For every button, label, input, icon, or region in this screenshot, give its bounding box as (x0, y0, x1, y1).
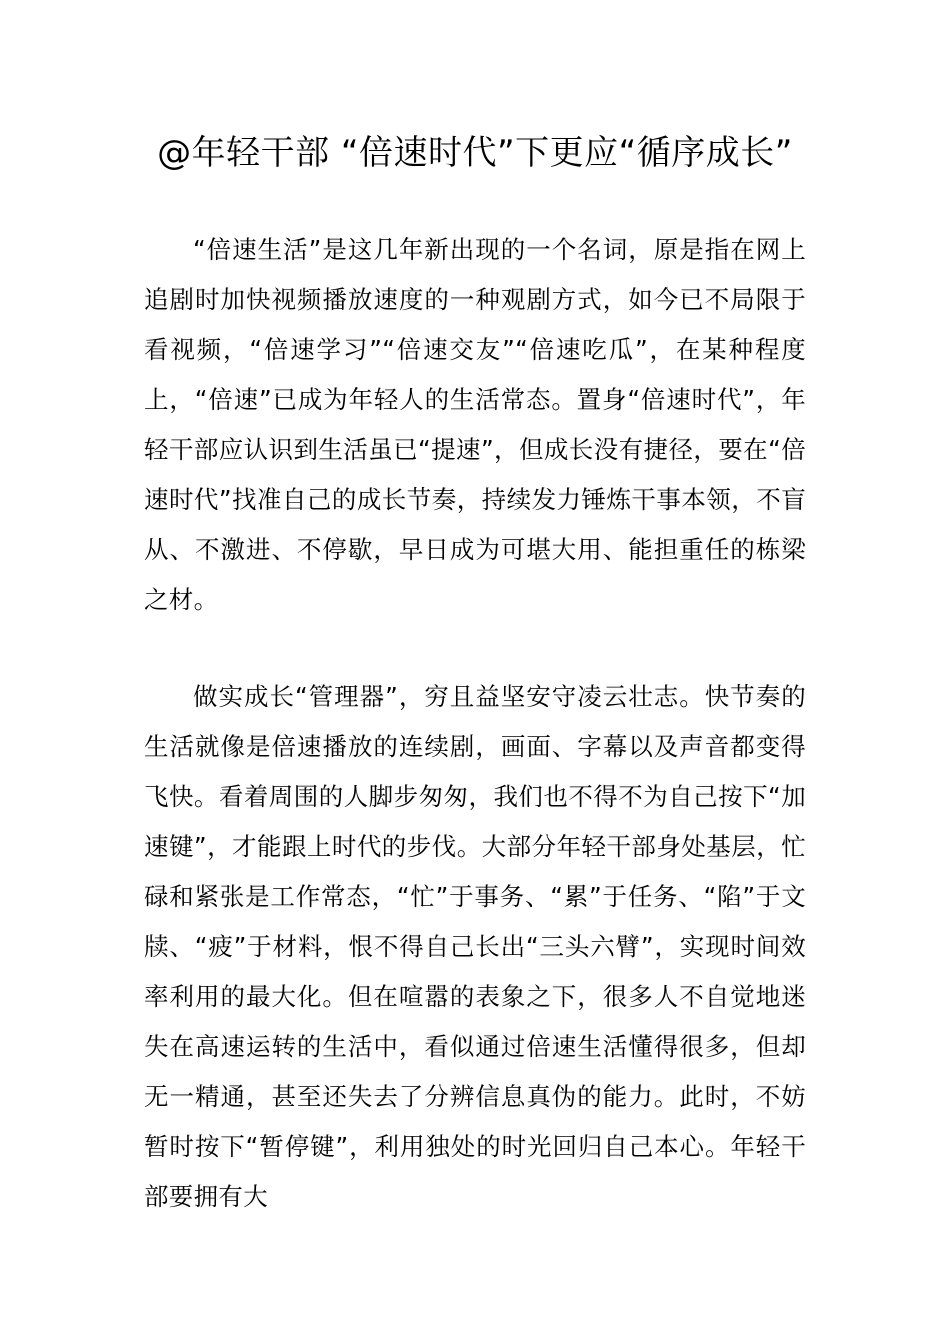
paragraph-2: 做实成长“管理器”，穷且益坚安守凌云壮志。快节奏的生活就像是倍速播放的连续剧，画面、字幕以及声音都变得飞快。看着周围的人脚步匆匆，我们也不得不为自己按下“加速键”，才能跟上时代的步伐。大部分年轻干部身处基层，忙碌和紧张是工作常态，“忙”于事务、“累”于任务、“陷”于文牍、“疲”于材料，恨不得自己长出“三头六臂”，实现时间效率利用的最大化。但在喧嚣的表象之下，很多人不自觉地迷失在高速运转的生活中，看似通过倍速生活懂得很多，但却无一精通，甚至还失去了分辨信息真伪的能力。此时，不妨暂时按下“暂停键”，利用独处的时光回归自己本心。年轻干部要拥有大 (144, 682, 806, 1211)
paragraph-1: “倍速生活”是这几年新出现的一个名词，原是指在网上追剧时加快视频播放速度的一种观剧方式，如今已不局限于看视频，“倍速学习”“倍速交友”“倍速吃瓜”，在某种程度上，“倍速”已成为年轻人的生活常态。置身“倍速时代”，年轻干部应认识到生活虽已“提速”，但成长没有捷径，要在“倍速时代”找准自己的成长节奏，持续发力锤炼干事本领，不盲从、不激进、不停歇，早日成为可堪大用、能担重任的栋梁之材。 (144, 235, 806, 614)
document-title: @年轻干部 “倍速时代”下更应“循序成长” (157, 133, 793, 173)
